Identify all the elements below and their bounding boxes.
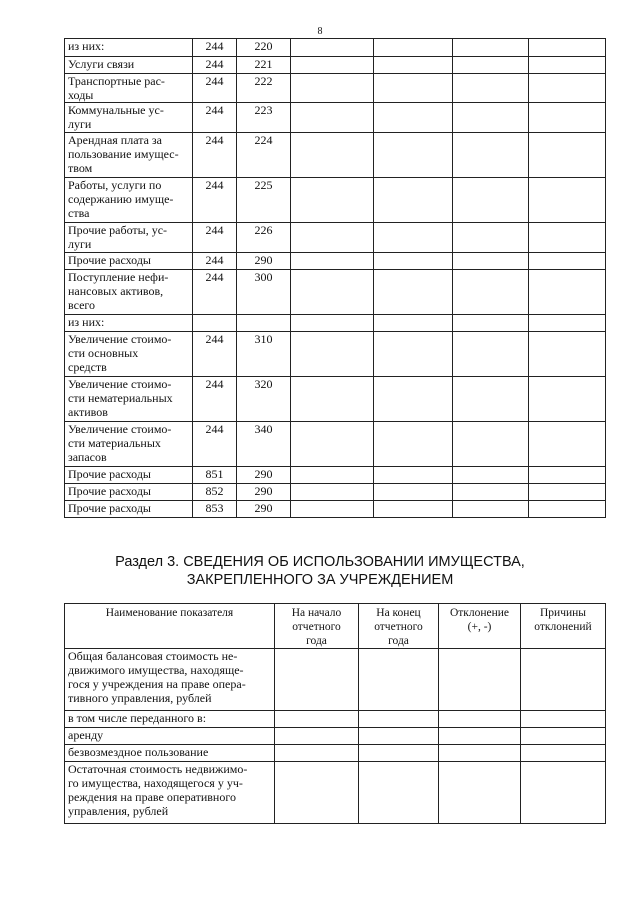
value-cell — [374, 178, 453, 223]
table-row — [65, 133, 606, 178]
value-cell — [529, 270, 606, 315]
value-cell — [453, 253, 529, 270]
value-cell — [439, 728, 521, 745]
kosgu-cell: 225 — [237, 178, 291, 223]
value-cell — [453, 39, 529, 57]
table-row — [65, 253, 606, 270]
value-cell — [374, 467, 453, 484]
code-cell: 244 — [193, 178, 237, 223]
table-row — [65, 223, 606, 253]
value-cell — [521, 728, 606, 745]
value-cell — [453, 178, 529, 223]
code-cell: 244 — [193, 377, 237, 422]
value-cell — [439, 762, 521, 824]
value-cell — [439, 649, 521, 711]
value-cell — [291, 484, 374, 501]
code-cell: 244 — [193, 422, 237, 467]
indicator-name-cell: в том числе переданного в: — [65, 711, 275, 728]
table-row — [65, 103, 606, 133]
value-cell — [529, 484, 606, 501]
row-name-cell: Поступление нефи- нансовых активов, всего — [65, 270, 193, 315]
table-row — [65, 728, 606, 745]
column-header: Наименование показателя — [65, 604, 275, 649]
column-header: На начало отчетного года — [275, 604, 359, 649]
column-header: Причины отклонений — [521, 604, 606, 649]
value-cell — [453, 57, 529, 74]
kosgu-cell: 300 — [237, 270, 291, 315]
code-cell: 244 — [193, 74, 237, 103]
value-cell — [374, 501, 453, 518]
code-cell: 852 — [193, 484, 237, 501]
table-row — [65, 57, 606, 74]
code-cell: 244 — [193, 332, 237, 377]
code-cell: 244 — [193, 57, 237, 74]
value-cell — [359, 762, 439, 824]
value-cell — [374, 57, 453, 74]
row-name-cell: из них: — [65, 315, 193, 332]
kosgu-cell: 310 — [237, 332, 291, 377]
table-row — [65, 270, 606, 315]
value-cell — [291, 253, 374, 270]
value-cell — [529, 103, 606, 133]
value-cell — [453, 223, 529, 253]
indicator-name-cell: аренду — [65, 728, 275, 745]
row-name-cell: из них: — [65, 39, 193, 57]
column-header: На конец отчетного года — [359, 604, 439, 649]
value-cell — [359, 711, 439, 728]
value-cell — [374, 253, 453, 270]
kosgu-cell: 340 — [237, 422, 291, 467]
value-cell — [529, 223, 606, 253]
value-cell — [291, 133, 374, 178]
value-cell — [359, 745, 439, 762]
value-cell — [529, 315, 606, 332]
value-cell — [453, 74, 529, 103]
indicator-name-cell: Остаточная стоимость недвижимо- го имущества, находящегося у уч- реждения на праве оперативного управления, рублей — [65, 762, 275, 824]
expenses-table — [64, 38, 606, 518]
kosgu-cell: 222 — [237, 74, 291, 103]
value-cell — [529, 422, 606, 467]
value-cell — [453, 377, 529, 422]
value-cell — [521, 649, 606, 711]
section-3-title-line-1: Раздел 3. СВЕДЕНИЯ ОБ ИСПОЛЬЗОВАНИИ ИМУЩЕСТВА, — [115, 554, 525, 570]
kosgu-cell: 290 — [237, 253, 291, 270]
value-cell — [529, 501, 606, 518]
value-cell — [439, 711, 521, 728]
value-cell — [374, 332, 453, 377]
kosgu-cell: 223 — [237, 103, 291, 133]
value-cell — [521, 711, 606, 728]
value-cell — [291, 39, 374, 57]
kosgu-cell: 320 — [237, 377, 291, 422]
value-cell — [291, 377, 374, 422]
indicator-name-cell: Общая балансовая стоимость не- движимого имущества, находяще- гося у учреждения на праве опера- тивного управления, рублей — [65, 649, 275, 711]
value-cell — [529, 332, 606, 377]
value-cell — [521, 745, 606, 762]
value-cell — [275, 762, 359, 824]
value-cell — [374, 223, 453, 253]
value-cell — [374, 74, 453, 103]
indicator-name-cell: безвозмездное пользование — [65, 745, 275, 762]
table-row — [65, 39, 606, 57]
value-cell — [291, 57, 374, 74]
table-row — [65, 484, 606, 501]
value-cell — [291, 103, 374, 133]
row-name-cell: Транспортные рас- ходы — [65, 74, 193, 103]
table-row — [65, 332, 606, 377]
value-cell — [453, 133, 529, 178]
value-cell — [291, 74, 374, 103]
value-cell — [291, 501, 374, 518]
kosgu-cell: 221 — [237, 57, 291, 74]
kosgu-cell: 290 — [237, 501, 291, 518]
value-cell — [529, 467, 606, 484]
code-cell: 244 — [193, 270, 237, 315]
value-cell — [275, 745, 359, 762]
code-cell: 244 — [193, 223, 237, 253]
kosgu-cell: 220 — [237, 39, 291, 57]
row-name-cell: Прочие расходы — [65, 484, 193, 501]
table-row — [65, 422, 606, 467]
table-row — [65, 762, 606, 824]
value-cell — [374, 422, 453, 467]
table-row — [65, 501, 606, 518]
value-cell — [291, 270, 374, 315]
kosgu-cell: 290 — [237, 484, 291, 501]
value-cell — [275, 649, 359, 711]
value-cell — [521, 762, 606, 824]
value-cell — [529, 74, 606, 103]
code-cell: 853 — [193, 501, 237, 518]
table-row — [65, 315, 606, 332]
value-cell — [374, 270, 453, 315]
table-row — [65, 745, 606, 762]
value-cell — [359, 649, 439, 711]
page-number: 8 — [317, 26, 323, 37]
kosgu-cell: 226 — [237, 223, 291, 253]
kosgu-cell: 224 — [237, 133, 291, 178]
value-cell — [453, 501, 529, 518]
value-cell — [291, 178, 374, 223]
table-row — [65, 649, 606, 711]
kosgu-cell: 290 — [237, 467, 291, 484]
value-cell — [291, 467, 374, 484]
row-name-cell: Прочие работы, ус- луги — [65, 223, 193, 253]
value-cell — [374, 484, 453, 501]
column-header: Отклонение (+, -) — [439, 604, 521, 649]
value-cell — [291, 223, 374, 253]
value-cell — [359, 728, 439, 745]
row-name-cell: Услуги связи — [65, 57, 193, 74]
value-cell — [453, 467, 529, 484]
row-name-cell: Работы, услуги по содержанию имуще- ства — [65, 178, 193, 223]
table-row — [65, 74, 606, 103]
table-row — [65, 178, 606, 223]
value-cell — [374, 103, 453, 133]
value-cell — [374, 133, 453, 178]
value-cell — [453, 270, 529, 315]
code-cell: 244 — [193, 253, 237, 270]
table-row — [65, 377, 606, 422]
value-cell — [374, 377, 453, 422]
value-cell — [439, 745, 521, 762]
value-cell — [529, 39, 606, 57]
section-3-title-line-2: ЗАКРЕПЛЕННОГО ЗА УЧРЕЖДЕНИЕМ — [186, 572, 454, 588]
value-cell — [275, 728, 359, 745]
code-cell: 851 — [193, 467, 237, 484]
row-name-cell: Коммунальные ус- луги — [65, 103, 193, 133]
value-cell — [453, 103, 529, 133]
code-cell: 244 — [193, 103, 237, 133]
value-cell — [453, 422, 529, 467]
value-cell — [453, 332, 529, 377]
value-cell — [374, 39, 453, 57]
table-row — [65, 711, 606, 728]
value-cell — [529, 253, 606, 270]
kosgu-cell — [237, 315, 291, 332]
row-name-cell: Прочие расходы — [65, 467, 193, 484]
table-row — [65, 467, 606, 484]
value-cell — [529, 377, 606, 422]
row-name-cell: Прочие расходы — [65, 253, 193, 270]
row-name-cell: Увеличение стоимо- сти основных средств — [65, 332, 193, 377]
value-cell — [291, 332, 374, 377]
value-cell — [374, 315, 453, 332]
row-name-cell: Прочие расходы — [65, 501, 193, 518]
row-name-cell: Увеличение стоимо- сти нематериальных активов — [65, 377, 193, 422]
value-cell — [453, 315, 529, 332]
row-name-cell: Увеличение стоимо- сти материальных запасов — [65, 422, 193, 467]
code-cell: 244 — [193, 133, 237, 178]
code-cell — [193, 315, 237, 332]
code-cell: 244 — [193, 39, 237, 57]
value-cell — [529, 178, 606, 223]
value-cell — [291, 422, 374, 467]
row-name-cell: Арендная плата за пользование имущес- твом — [65, 133, 193, 178]
value-cell — [275, 711, 359, 728]
property-usage-table — [64, 603, 606, 824]
value-cell — [453, 484, 529, 501]
value-cell — [291, 315, 374, 332]
value-cell — [529, 57, 606, 74]
value-cell — [529, 133, 606, 178]
